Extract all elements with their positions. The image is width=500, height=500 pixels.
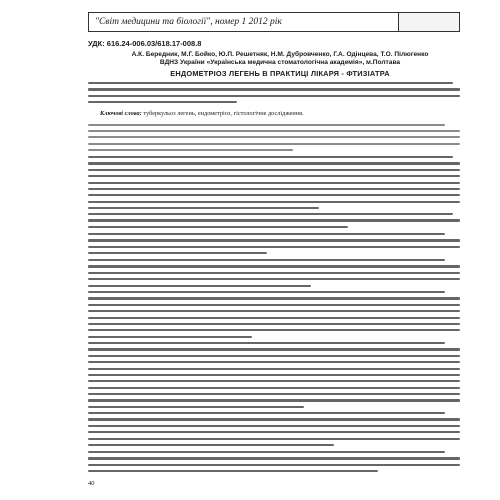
body-paragraph xyxy=(88,156,460,213)
body-paragraph xyxy=(88,412,460,450)
journal-header xyxy=(88,12,460,32)
body-paragraph xyxy=(88,259,460,291)
page-number: 40 xyxy=(88,480,95,487)
journal-title: "Світ медицини та біології", номер 1 2012 рік xyxy=(88,12,398,32)
body-paragraph xyxy=(88,451,460,477)
affiliation: ВДНЗ України «Українська медична стоматологічна академія», м.Полтава xyxy=(159,59,401,66)
keywords-label: Ключові слова: xyxy=(100,110,142,117)
body-paragraph xyxy=(88,342,460,412)
udc-code: УДК: 616.24-006.03/618.17-008.8 xyxy=(88,39,202,48)
header-decoration xyxy=(398,12,460,32)
body-paragraph xyxy=(88,233,460,259)
authors: А.К. Бередник, М.Г. Бойко, Ю.П. Решетняк, Н.М. Дубровченко, Г.А. Одінцева, Т.О. Пілюгенко xyxy=(131,51,429,58)
funding-note xyxy=(88,124,460,155)
abstract-paragraph xyxy=(88,82,460,108)
keywords xyxy=(100,110,460,117)
body-paragraph xyxy=(88,291,460,342)
body-paragraph xyxy=(88,213,460,232)
keywords-text: туберкульоз легень, ендометріоз, гістологічне дослідження. xyxy=(143,110,304,117)
article-title: ЕНДОМЕТРІОЗ ЛЕГЕНЬ В ПРАКТИЦІ ЛІКАРЯ - ФТИЗІАТРА xyxy=(170,69,390,78)
